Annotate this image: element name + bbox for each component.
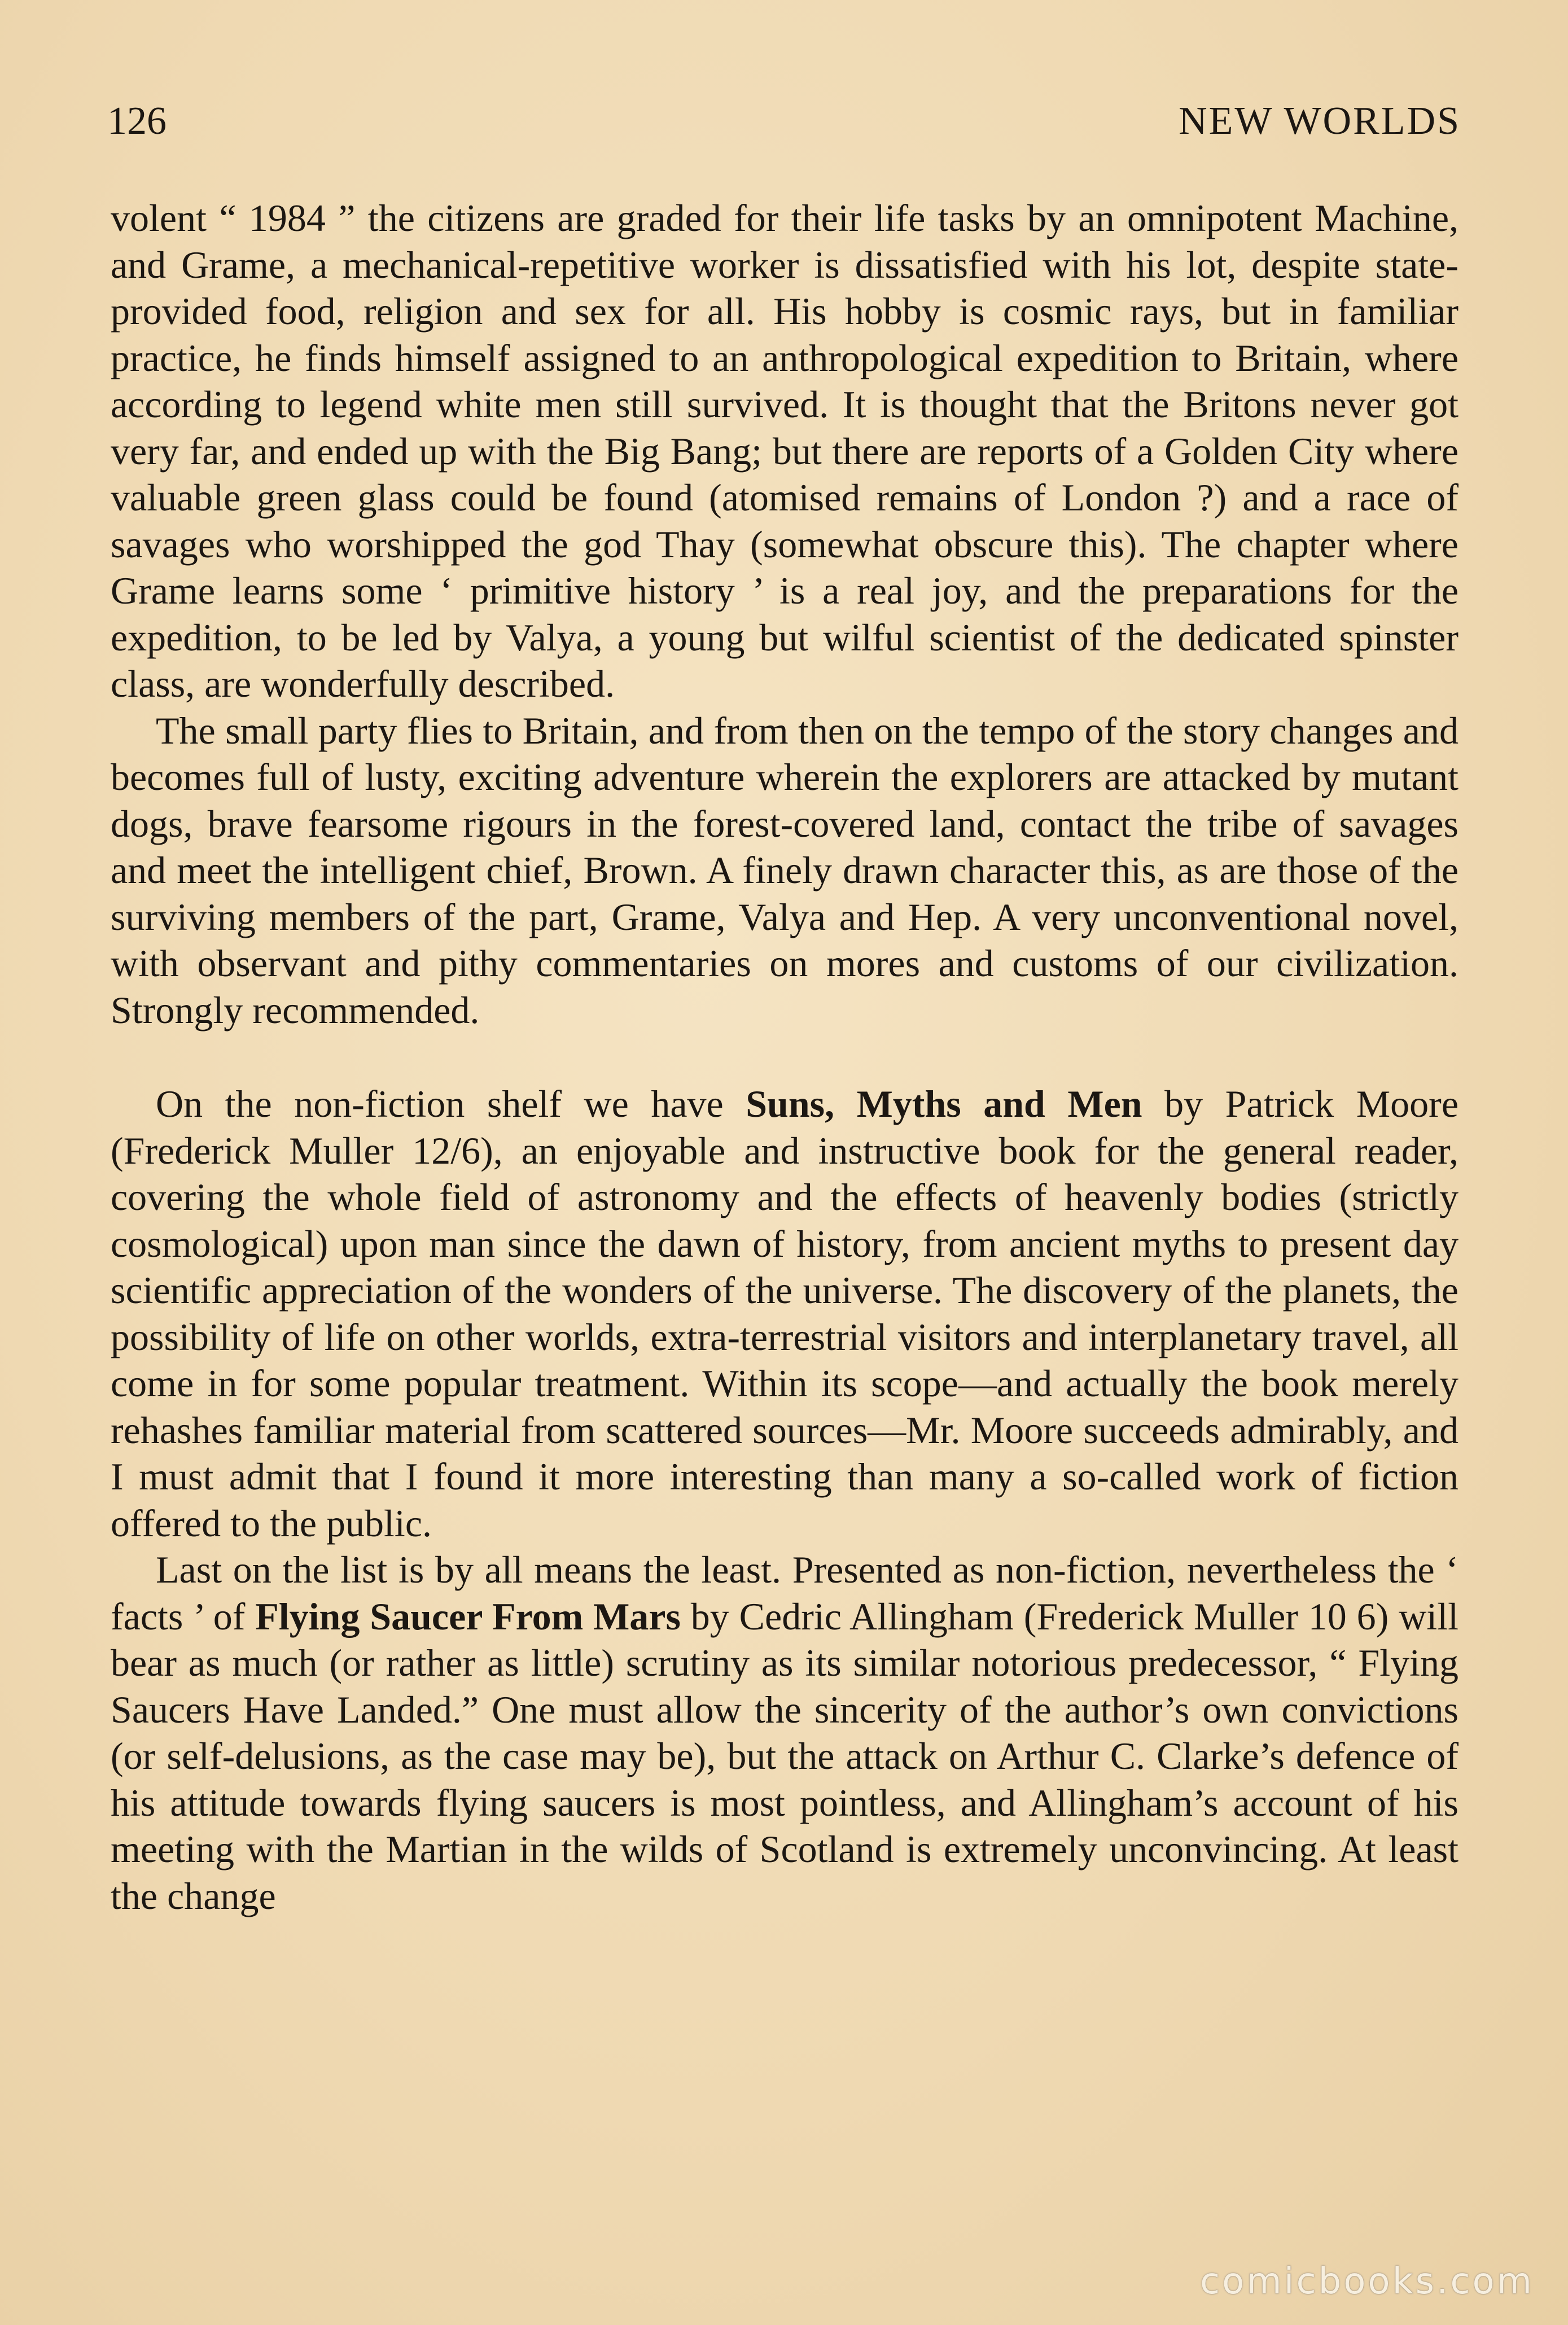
paragraph-last-on-list	[111, 1546, 1458, 1919]
book-title-suns-myths-men: Suns, Myths and Men	[746, 1082, 1142, 1125]
page-header	[107, 96, 1461, 147]
paragraph-continued	[111, 195, 1458, 707]
page-number: 126	[107, 99, 167, 143]
paragraph-party-flies	[111, 707, 1458, 1034]
paragraph-text-after: by Patrick Moore (Frederick Muller 12/6), an enjoyable and instructive book for the general reader, covering the whole field of astronomy and the effects of heavenly bodies (strictly cosmological) upon man since the dawn of history, from ancient myths to present day scientific appreciation of the wonders of the universe. The discovery of the planets, the possibility of life on other worlds, extra-terrestrial visitors and interplanetary travel, all come in for some popular treatment. Within its scope—and actually the book merely rehashes familiar material from scattered sources—Mr. Moore succeeds admirably, and I must admit that I found it more interesting than many a so-called work of fiction offered to the public.	[111, 1082, 1458, 1545]
running-head: NEW WORLDS	[1179, 99, 1461, 143]
paragraph-text: The small party flies to Britain, and from then on the tempo of the story changes and becomes full of lusty, exciting adventure wherein the explorers are attacked by mutant dogs, brave fearsome rigours in the forest-covered land, contact the tribe of savages and meet the intelligent chief, Brown. A finely drawn character this, as are those of the surviving members of the part, Grame, Valya and Hep. A very unconventional novel, with observant and pithy commentaries on mores and customs of our civilization. Strongly recommended.	[111, 709, 1458, 1032]
book-title-flying-saucer: Flying Saucer From Mars	[255, 1594, 681, 1638]
paragraph-non-fiction	[111, 1081, 1458, 1546]
paragraph-text-before: Last on the list is by all means the least. Presented as non-fiction, nevertheless the ‘ facts ’ of	[111, 1548, 1458, 1638]
paragraph-text-after: by Cedric Allingham (Frederick Muller 10 6) will bear as much (or rather as little) scrutiny as its similar notorious predecessor, “ Flying Saucers Have Landed.” One must allow the sincerity of the author’s own convictions (or self-delusions, as the case may be), but the attack on Arthur C. Clarke’s defence of his attitude towards flying saucers is most pointless, and Allingham’s account of his meeting with the Martian in the wilds of Scotland is extremely unconvincing. At least the change	[111, 1594, 1458, 1917]
paragraph-text-before: On the non-fiction shelf we have	[156, 1082, 746, 1125]
site-watermark: comicbooks.com	[1199, 2261, 1534, 2302]
paragraph-text: volent “ 1984 ” the citizens are graded for their life tasks by an omnipotent Machine, and Grame, a mechanical-repetitive worker is dissatisfied with his lot, despite state-provided food, religion and sex for all. His hobby is cosmic rays, but in familiar practice, he finds himself assigned to an anthropological expedition to Britain, where according to legend white men still survived. It is thought that the Britons never got very far, and ended up with the Big Bang; but there are reports of a Golden City where valuable green glass could be found (atomised remains of London ?) and a race of savages who worshipped the god Thay (somewhat obscure this). The chapter where Grame learns some ‘ primitive history ’ is a real joy, and the preparations for the expedition, to be led by Valya, a young but wilful scientist of the dedicated spinster class, are wonderfully described.	[111, 196, 1458, 705]
article-body	[111, 195, 1458, 1919]
